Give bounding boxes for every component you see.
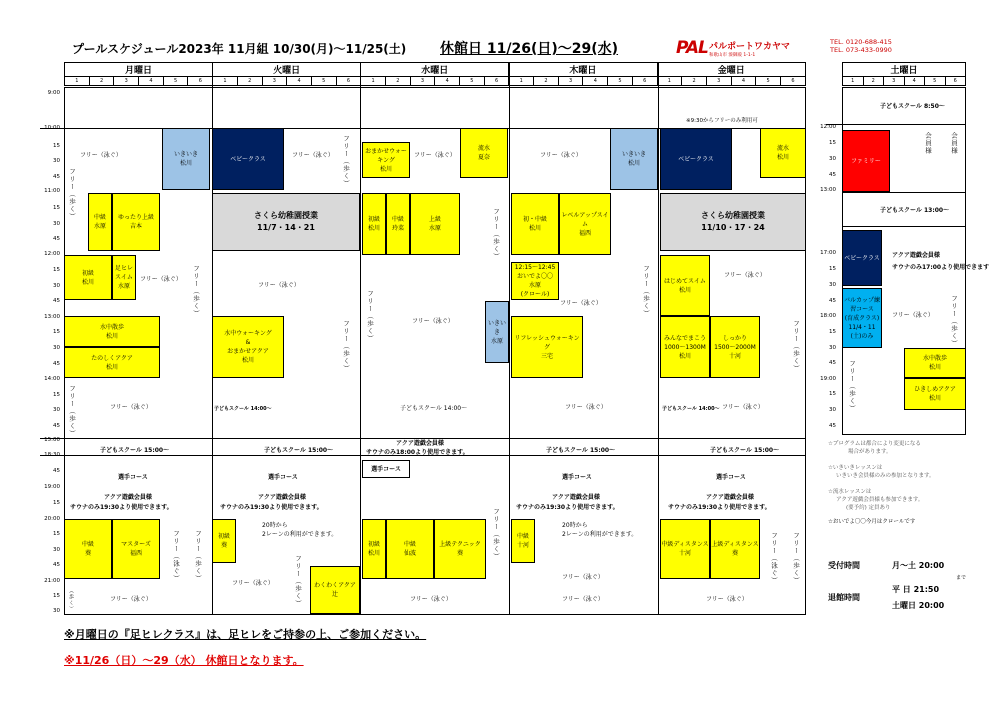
thu-sauna: サウナのみ19:30より使用できます。 — [516, 504, 619, 511]
fri-aqua: アクア遊戯会員様 — [706, 494, 754, 501]
mon-eve-chukyu: 中級 葵 — [64, 519, 112, 579]
fri-e-jokyu: 上級ディスタンス 葵 — [710, 519, 760, 579]
brand-name: パルポートワカヤマ — [709, 42, 791, 52]
brand-address: 和歌山市 湊御殿 1-1-1 — [709, 53, 756, 58]
lane-numbers: 1 2 3 4 5 6 1 2 3 4 5 6 1 2 3 4 5 6 1 2 3 4 5 6 1 2 3 4 5 6 — [65, 77, 806, 86]
thu-aqua: アクア遊戯会員様 — [552, 494, 600, 501]
footer-note-1: ※月曜日の『足ヒレクラス』は、足ヒレをご持参の上、ご参加ください。 — [64, 628, 427, 641]
fri-sakura: さくら幼稚園授業 11/10・17・24 — [660, 193, 806, 251]
tue-kids: 子どもスクール 14:00～ — [214, 406, 272, 412]
day-tue: 火曜日 — [213, 63, 361, 77]
sat-kaiin: 会員様 — [924, 132, 932, 155]
mon-shokyu: 初級 松川 — [64, 255, 112, 300]
mon-walk-eve: （歩く） — [68, 588, 74, 612]
mon-masters: マスターズ 福西 — [112, 519, 160, 579]
tel-2: TEL. 073-433-0990 — [830, 46, 892, 54]
saturday-header: 土曜日 1 2 3 4 5 6 — [842, 62, 966, 86]
tue-lane-note: 20時から 2レーンの利用ができます。 — [262, 522, 338, 538]
wed-free-walk-2: フリー（歩く） — [366, 290, 374, 343]
sat-aqua: アクア遊戯会員様 — [892, 252, 940, 259]
note-4: ☆おいでよ〇〇今月はクロールです — [828, 519, 916, 525]
tue-wakuwaku: わくわくアクア 辻 — [310, 566, 360, 614]
closing-label: 退館時間 — [828, 593, 860, 602]
fri-free-walk: フリー（歩く） — [792, 320, 800, 373]
tue-aqua: アクア遊戯会員様 — [258, 494, 306, 501]
fri-baby: ベビークラス — [660, 128, 732, 190]
mon-free-walk-3: フリー（歩く） — [68, 385, 76, 438]
wed-sauna: サウナのみ18:00より使用できます。 — [366, 449, 469, 456]
tue-free-walk-eve: フリー（歩く） — [294, 555, 302, 608]
wed-kids: 子どもスクール 14:00～ — [400, 405, 468, 412]
reception-label: 受付時間 — [828, 561, 860, 570]
fri-free930: ※9:30からフリーのみ利用可 — [686, 118, 758, 124]
mon-kids: 子どもスクール 15:00～ — [100, 447, 170, 454]
thu-free-2: フリー（泳ぐ） — [560, 300, 602, 307]
sat-barcup: バルカップ練習コース (育成クラス) 11/4・11 (土)のみ — [842, 288, 882, 348]
fri-kids: 子どもスクール 14:00～ — [662, 406, 720, 412]
sat-suichu: 水中散歩 松川 — [904, 348, 966, 378]
wed-shokyu: 初級 松川 — [362, 193, 386, 255]
page-title: プールスケジュール2023年 11月組 10/30(月)～11/25(土) — [72, 42, 407, 56]
sat-free-walk-2: フリー（歩く） — [848, 360, 856, 413]
thu-free-walk: フリー（歩く） — [642, 265, 650, 318]
mon-tanoshi: たのしくアクア 松川 — [64, 347, 160, 378]
mon-free-swim-eve: フリー（泳ぐ） — [172, 530, 180, 583]
thu-kids: 子どもスクール 15:00～ — [546, 447, 616, 454]
fri-free-eve: フリー（泳ぐ） — [706, 596, 748, 603]
mon-sauna: サウナのみ19:30より使用できます。 — [70, 504, 173, 511]
thu-free-eve-2: フリー（泳ぐ） — [562, 596, 604, 603]
tue-suichu: 水中ウォーキング & おまかせアクア 松川 — [212, 316, 284, 378]
mon-free-eve: フリー（泳ぐ） — [110, 596, 152, 603]
note-2: ☆いきいきレッスンは いきいき会員様のみの参加となります。 — [828, 465, 935, 479]
sat-family: ファミリー — [842, 130, 890, 192]
day-thu: 木曜日 — [509, 63, 657, 77]
brand-logo: PAL — [676, 38, 708, 58]
thu-free: フリー（泳ぐ） — [540, 152, 582, 159]
day-wed: 水曜日 — [361, 63, 509, 77]
mon-chukyu: 中級 水原 — [88, 193, 112, 251]
fri-hajimete: はじめてスイム 松川 — [660, 255, 710, 316]
mon-ashihire: 足ヒレスイム 水原 — [112, 255, 136, 300]
thu-refresh: リフレッシュウォーキング 三宅 — [511, 316, 583, 378]
sat-kaiin-2: 会員様 — [950, 132, 958, 155]
day-fri: 金曜日 — [657, 63, 806, 77]
fri-free-swim-eve: フリー（泳ぐ） — [770, 532, 778, 585]
thu-oideyo: 12:15～12:45 おいでよ〇〇 水原 (クロール) — [511, 262, 559, 300]
tue-free: フリー（泳ぐ） — [292, 152, 334, 159]
mon-free-walk-2: フリー（歩く） — [192, 265, 200, 318]
tue-kids-1500: 子どもスクール 15:00～ — [264, 447, 334, 454]
wed-free-eve: フリー（泳ぐ） — [410, 596, 452, 603]
fri-free-2: フリー（泳ぐ） — [722, 404, 764, 411]
fri-minna: みんなでまこう 1000～1300M 松川 — [660, 316, 710, 378]
sat-free-walk: フリー（歩く） — [950, 295, 958, 348]
wed-free: フリー（泳ぐ） — [414, 152, 456, 159]
day-sat: 土曜日 — [843, 63, 966, 77]
sat-baby: ベビークラス — [842, 230, 882, 286]
wed-ryusui: 流水 夏奈 — [460, 128, 508, 178]
fri-free-walk-eve: フリー（歩く） — [792, 532, 800, 585]
sat-free: フリー（泳ぐ） — [892, 312, 934, 319]
thu-senshu: 選手コース — [562, 474, 592, 481]
sat-sauna: サウナのみ17:00より使用できます — [892, 264, 990, 271]
thu-shochu: 初・中級 松川 — [511, 193, 559, 255]
tue-sauna: サウナのみ19:30より使用できます。 — [220, 504, 323, 511]
sat-kids-850: 子どもスクール 8:50～ — [880, 103, 945, 110]
wed-aqua: アクア遊戯会員様 — [396, 440, 444, 447]
wed-free-2: フリー（泳ぐ） — [412, 318, 454, 325]
fri-sauna: サウナのみ19:30より使用できます。 — [668, 504, 771, 511]
mon-free-walk-eve: フリー（歩く） — [194, 530, 202, 583]
fri-shikkari: しっかり 1500～2000M 十河 — [710, 316, 760, 378]
day-mon: 月曜日 — [65, 63, 213, 77]
tue-free-2: フリー（泳ぐ） — [258, 282, 300, 289]
tue-shokyu: 初級 葵 — [212, 519, 236, 563]
thu-ikiiki: いきいき 松川 — [610, 128, 658, 190]
wed-free-walk-eve: フリー（歩く） — [492, 508, 500, 561]
mon-ikiiki: いきいき 松川 — [162, 128, 210, 190]
reception-made: まで — [956, 575, 967, 581]
reception-value: 月～土 20:00 — [892, 561, 945, 570]
mon-suichu: 水中散歩 松川 — [64, 316, 160, 347]
fri-e-chukyu: 中級ディスタンス 十河 — [660, 519, 710, 579]
thu-lane-note: 20時から 2レーンの利用ができます。 — [562, 522, 638, 538]
mon-yuttari: ゆったり上級 吉本 — [112, 193, 160, 251]
holiday-title: 休館日 11/26(日)～29(水) — [440, 41, 619, 57]
closing-saturday: 土曜日 20:00 — [892, 601, 945, 610]
brand-tel — [830, 38, 892, 54]
wed-ikiiki: いきいき 水原 — [485, 301, 509, 363]
mon-aqua: アクア遊戯会員様 — [104, 494, 152, 501]
mon-free-walk: フリー（歩く） — [68, 168, 76, 221]
mon-free-3: フリー（泳ぐ） — [110, 404, 152, 411]
tue-baby: ベビークラス — [212, 128, 284, 190]
fri-free: フリー（泳ぐ） — [724, 272, 766, 279]
note-1: ☆プログラムは都合により変更になる 場合があります。 — [828, 441, 921, 455]
closing-weekday: 平 日 21:50 — [892, 585, 940, 594]
wed-e-chukyu: 中級 仙波 — [386, 519, 434, 579]
thu-free-eve: フリー（泳ぐ） — [562, 574, 604, 581]
wed-jokyu: 上級 水原 — [410, 193, 460, 255]
thu-free-3: フリー（泳ぐ） — [565, 404, 607, 411]
tue-free-eve: フリー（泳ぐ） — [232, 580, 274, 587]
wed-e-jokyu: 上級テクニック 葵 — [434, 519, 486, 579]
tue-sakura: さくら幼稚園授業 11/7・14・21 — [212, 193, 360, 251]
wed-free-walk: フリー（歩く） — [492, 208, 500, 261]
sat-kids-1300: 子どもスクール 13:00～ — [880, 207, 950, 214]
note-3: ☆流水レッスンは アクア遊戯会員様も参加できます。 (要予約) 定員あり — [828, 489, 924, 511]
thu-e-chukyu: 中級 十河 — [511, 519, 535, 563]
fri-ryusui: 流水 松川 — [760, 128, 806, 178]
tue-free-walk-2: フリー（歩く） — [342, 320, 350, 373]
weekday-header — [64, 62, 806, 86]
tue-senshu: 選手コース — [268, 474, 298, 481]
fri-kids-1500: 子どもスクール 15:00～ — [710, 447, 780, 454]
sat-hikishime: ひきしめアクア 松川 — [904, 378, 966, 410]
wed-omakase: おまかせウォーキング 松川 — [362, 142, 410, 178]
mon-senshu: 選手コース — [118, 474, 148, 481]
wed-senshu: 選手コース — [362, 460, 410, 478]
tue-free-walk: フリー（歩く） — [342, 135, 350, 188]
mon-free: フリー（泳ぐ） — [80, 152, 122, 159]
wed-chukyu: 中級 玲菜 — [386, 193, 410, 255]
tel-1: TEL. 0120-688-415 — [830, 38, 892, 46]
fri-senshu: 選手コース — [716, 474, 746, 481]
footer-note-2: ※11/26（日）～29（水） 休館日となります。 — [64, 654, 304, 667]
wed-e-shokyu: 初級 松川 — [362, 519, 386, 579]
thu-levelup: レベルアップスイム 福西 — [559, 193, 611, 255]
mon-free-2: フリー（泳ぐ） — [140, 276, 182, 283]
